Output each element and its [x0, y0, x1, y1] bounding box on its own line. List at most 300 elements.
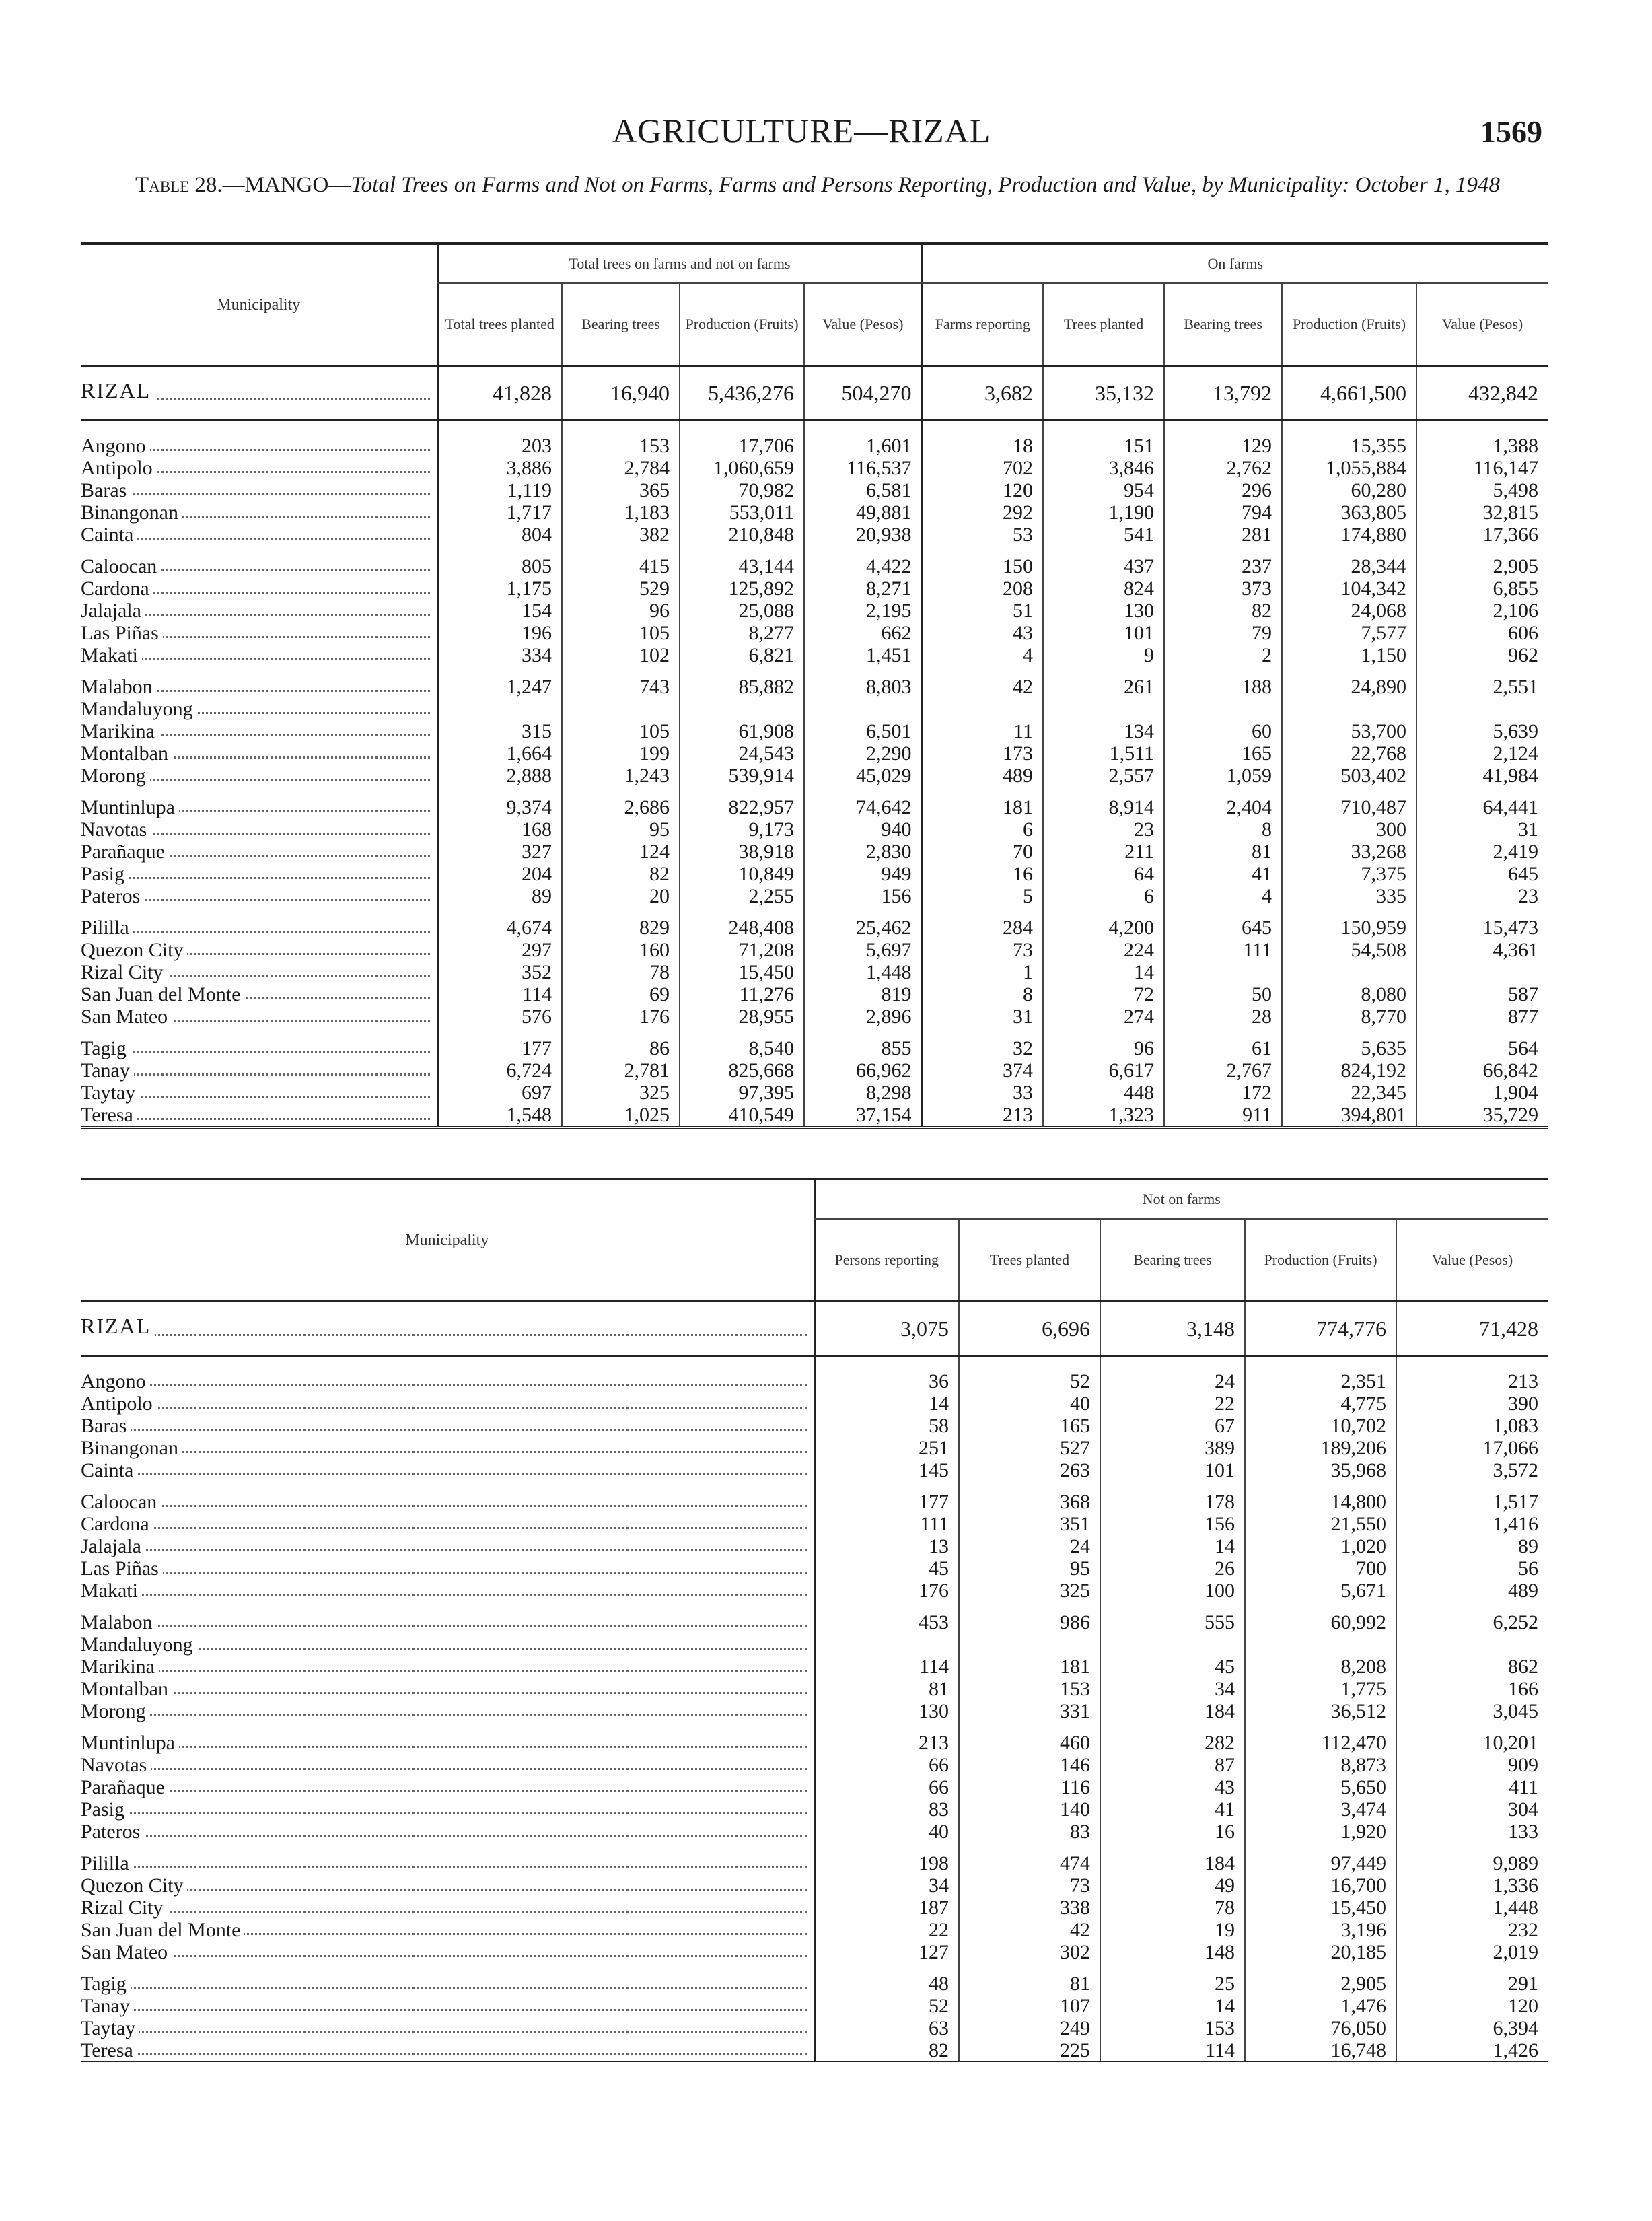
value-cell: 503,402	[1282, 765, 1416, 787]
value-cell: 33,268	[1282, 841, 1416, 863]
spacer-cell	[1164, 787, 1282, 796]
value-cell: 822,957	[680, 796, 804, 818]
municipality-name-cell	[81, 457, 437, 479]
value-cell: 156	[1100, 1513, 1245, 1535]
value-cell: 1,190	[1043, 501, 1164, 524]
value-cell: 154	[437, 600, 562, 622]
spacer-cell	[1100, 1963, 1245, 1973]
value-cell: 17,706	[680, 431, 804, 457]
municipality-name: Marikina	[81, 720, 159, 742]
value-cell: 97,449	[1245, 1852, 1396, 1874]
value-cell: 184	[1100, 1852, 1245, 1874]
value-cell: 181	[959, 1656, 1100, 1678]
value-cell: 363,805	[1282, 501, 1416, 524]
value-cell: 606	[1416, 622, 1548, 644]
table-row	[81, 698, 1548, 720]
value-cell: 411	[1396, 1776, 1548, 1798]
value-cell: 1,775	[1245, 1678, 1396, 1700]
municipality-name: Marikina	[81, 1656, 159, 1678]
col-header-production-farms: Production (Fruits)	[1282, 283, 1416, 366]
spacer-cell	[1396, 1963, 1548, 1973]
value-cell: 25,462	[804, 917, 922, 939]
municipality-name-cell	[81, 1459, 814, 1481]
value-cell: 410,549	[680, 1104, 804, 1127]
value-cell: 6,724	[437, 1059, 562, 1082]
value-cell: 26	[1100, 1557, 1245, 1580]
municipality-name: Pasig	[81, 1798, 129, 1821]
table-row	[81, 863, 1548, 885]
value-cell: 911	[1164, 1104, 1282, 1127]
value-cell: 45	[814, 1557, 959, 1580]
value-cell: 178	[1100, 1491, 1245, 1513]
value-cell: 14	[1100, 1995, 1245, 2017]
municipality-name-cell	[81, 1973, 814, 1995]
value-cell: 6,252	[1396, 1611, 1548, 1633]
value-cell: 96	[1043, 1037, 1164, 1059]
value-cell: 2,195	[804, 600, 922, 622]
table-row	[81, 622, 1548, 644]
value-cell: 24	[1100, 1366, 1245, 1392]
municipality-name: Binangonan	[81, 1437, 182, 1459]
value-cell: 825,668	[680, 1059, 804, 1082]
municipality-name-cell	[81, 1700, 814, 1722]
col-header-value: Value (Pesos)	[804, 283, 922, 366]
table-row	[81, 1633, 1548, 1656]
value-cell: 389	[1100, 1437, 1245, 1459]
value-cell: 645	[1416, 863, 1548, 885]
value-cell: 52	[814, 1995, 959, 2017]
municipality-name-cell	[81, 1852, 814, 1874]
value-cell	[1164, 961, 1282, 983]
value-cell: 4,200	[1043, 917, 1164, 939]
value-cell: 297	[437, 939, 562, 961]
value-cell: 15,355	[1282, 431, 1416, 457]
value-cell: 8,298	[804, 1082, 922, 1104]
value-cell: 824	[1043, 577, 1164, 600]
value-cell: 22,768	[1282, 742, 1416, 765]
value-cell: 743	[562, 676, 680, 698]
value-cell: 74,642	[804, 796, 922, 818]
value-cell: 274	[1043, 1006, 1164, 1028]
value-cell: 83	[959, 1821, 1100, 1843]
spacer-cell	[1396, 1356, 1548, 1367]
value-cell: 2,557	[1043, 765, 1164, 787]
spacer-cell	[1043, 1028, 1164, 1037]
value-cell: 20,185	[1245, 1941, 1396, 1963]
value-cell: 101	[1043, 622, 1164, 644]
value-cell: 177	[437, 1037, 562, 1059]
municipality-name: Teresa	[81, 1104, 137, 1126]
value-cell: 22,345	[1282, 1082, 1416, 1104]
value-cell: 6,617	[1043, 1059, 1164, 1082]
value-cell: 73	[922, 939, 1043, 961]
value-cell: 95	[959, 1557, 1100, 1580]
value-cell: 17,066	[1396, 1437, 1548, 1459]
municipality-header: Municipality	[81, 244, 437, 366]
value-cell: 40	[959, 1392, 1100, 1415]
value-cell: 78	[562, 961, 680, 983]
spacer-cell	[1164, 546, 1282, 555]
municipality-name: Binangonan	[81, 501, 182, 524]
col-header-persons-reporting: Persons reporting	[814, 1219, 959, 1302]
value-cell: 24,068	[1282, 600, 1416, 622]
spacer-cell	[81, 1356, 814, 1367]
municipality-name-cell	[81, 1491, 814, 1513]
value-cell: 365	[562, 479, 680, 501]
spacer-cell	[1282, 787, 1416, 796]
value-cell: 85,882	[680, 676, 804, 698]
municipality-header-2: Municipality	[81, 1179, 814, 1302]
value-cell: 64	[1043, 863, 1164, 885]
value-cell: 81	[959, 1973, 1100, 1995]
group-spacer	[81, 1356, 1548, 1367]
value-cell: 2,551	[1416, 676, 1548, 698]
municipality-name: Montalban	[81, 1678, 172, 1700]
value-cell: 909	[1396, 1754, 1548, 1776]
value-cell: 53	[922, 524, 1043, 546]
value-cell: 8,277	[680, 622, 804, 644]
value-cell: 45	[1100, 1656, 1245, 1678]
value-cell: 38,918	[680, 841, 804, 863]
value-cell: 20,938	[804, 524, 922, 546]
value-cell: 460	[959, 1732, 1100, 1754]
value-cell: 89	[437, 885, 562, 907]
table-row	[81, 644, 1548, 666]
spacer-cell	[437, 1028, 562, 1037]
value-cell: 6,501	[804, 720, 922, 742]
value-cell: 949	[804, 863, 922, 885]
municipality-name-cell	[81, 939, 437, 961]
municipality-name-cell	[81, 841, 437, 863]
spacer-cell	[1043, 546, 1164, 555]
table-row	[81, 742, 1548, 765]
municipality-name: Mandaluyong	[81, 1633, 197, 1656]
spacer-cell	[437, 546, 562, 555]
value-cell: 4,361	[1416, 939, 1548, 961]
spacer-cell	[562, 421, 680, 431]
value-cell: 774,776	[1245, 1302, 1396, 1356]
value-cell: 564	[1416, 1037, 1548, 1059]
value-cell: 489	[922, 765, 1043, 787]
value-cell: 1,059	[1164, 765, 1282, 787]
spacer-cell	[1282, 666, 1416, 676]
municipality-name: Navotas	[81, 818, 151, 841]
value-cell: 529	[562, 577, 680, 600]
municipality-name: Baras	[81, 479, 131, 501]
value-cell: 41	[1100, 1798, 1245, 1821]
value-cell: 211	[1043, 841, 1164, 863]
municipality-name: Navotas	[81, 1754, 151, 1776]
value-cell: 855	[804, 1037, 922, 1059]
spacer-cell	[1164, 421, 1282, 431]
value-cell: 52	[959, 1366, 1100, 1392]
value-cell: 43	[1100, 1776, 1245, 1798]
spacer-cell	[1164, 907, 1282, 917]
spacer-cell	[1100, 1722, 1245, 1732]
value-cell: 101	[1100, 1459, 1245, 1481]
group-header-on-farms: On farms	[922, 244, 1548, 283]
value-cell: 76,050	[1245, 2017, 1396, 2039]
municipality-name-cell	[81, 742, 437, 765]
municipality-name: Makati	[81, 644, 142, 666]
value-cell: 327	[437, 841, 562, 863]
spacer-cell	[922, 421, 1043, 431]
value-cell: 284	[922, 917, 1043, 939]
table-row	[81, 1821, 1548, 1843]
spacer-cell	[81, 1602, 814, 1611]
municipality-name-cell	[81, 1633, 814, 1656]
table-caption-lead: Table 28.—MANGO—	[135, 173, 351, 197]
value-cell: 71,428	[1396, 1302, 1548, 1356]
mango-table-total-and-on-farms	[81, 242, 1548, 1129]
municipality-name: Caloocan	[81, 555, 161, 577]
value-cell: 8,770	[1282, 1006, 1416, 1028]
table-row	[81, 431, 1548, 457]
spacer-cell	[562, 666, 680, 676]
value-cell	[680, 698, 804, 720]
spacer-cell	[81, 907, 437, 917]
value-cell: 176	[562, 1006, 680, 1028]
municipality-name: Parañaque	[81, 1776, 169, 1798]
spacer-cell	[562, 787, 680, 796]
value-cell: 15,450	[1245, 1897, 1396, 1919]
value-cell: 114	[437, 983, 562, 1006]
value-cell: 42	[922, 676, 1043, 698]
value-cell: 213	[922, 1104, 1043, 1127]
value-cell: 133	[1396, 1821, 1548, 1843]
value-cell: 204	[437, 863, 562, 885]
spacer-cell	[1282, 421, 1416, 431]
value-cell: 18	[922, 431, 1043, 457]
total-row	[81, 366, 1548, 421]
value-cell: 8	[922, 983, 1043, 1006]
value-cell: 6,821	[680, 644, 804, 666]
value-cell: 6,394	[1396, 2017, 1548, 2039]
value-cell: 382	[562, 524, 680, 546]
value-cell: 7,577	[1282, 622, 1416, 644]
value-cell: 31	[1416, 818, 1548, 841]
table-row	[81, 1973, 1548, 1995]
municipality-name-cell	[81, 818, 437, 841]
table-row	[81, 2039, 1548, 2063]
municipality-name-cell	[81, 1754, 814, 1776]
value-cell: 5,650	[1245, 1776, 1396, 1798]
value-cell: 41,828	[437, 366, 562, 421]
col-header-total-trees-planted: Total trees planted	[437, 283, 562, 366]
value-cell: 43,144	[680, 555, 804, 577]
group-spacer	[81, 546, 1548, 555]
municipality-name-cell	[81, 720, 437, 742]
spacer-cell	[814, 1602, 959, 1611]
mango-table-not-on-farms	[81, 1178, 1548, 2064]
value-cell: 89	[1396, 1535, 1548, 1557]
value-cell: 1,426	[1396, 2039, 1548, 2063]
value-cell: 940	[804, 818, 922, 841]
value-cell: 1,448	[1396, 1897, 1548, 1919]
value-cell: 1,020	[1245, 1535, 1396, 1557]
value-cell: 165	[959, 1415, 1100, 1437]
municipality-name: Teresa	[81, 2039, 137, 2061]
spacer-cell	[1100, 1602, 1245, 1611]
value-cell: 10,702	[1245, 1415, 1396, 1437]
value-cell: 541	[1043, 524, 1164, 546]
value-cell: 5,635	[1282, 1037, 1416, 1059]
municipality-name: Parañaque	[81, 841, 169, 863]
municipality-name-cell	[81, 622, 437, 644]
group-spacer	[81, 666, 1548, 676]
value-cell: 81	[1164, 841, 1282, 863]
municipality-name: Antipolo	[81, 457, 157, 479]
municipality-name-cell	[81, 501, 437, 524]
municipality-name-cell	[81, 1366, 814, 1392]
spacer-cell	[81, 1481, 814, 1491]
value-cell: 37,154	[804, 1104, 922, 1127]
municipality-name: Pasig	[81, 863, 129, 885]
municipality-name: Las Piñas	[81, 622, 163, 644]
value-cell: 105	[562, 720, 680, 742]
spacer-cell	[81, 1963, 814, 1973]
municipality-name: Angono	[81, 435, 150, 457]
value-cell: 1,920	[1245, 1821, 1396, 1843]
value-cell: 224	[1043, 939, 1164, 961]
municipality-name: San Juan del Monte	[81, 983, 244, 1006]
value-cell: 21,550	[1245, 1513, 1396, 1535]
municipality-name-cell	[81, 1513, 814, 1535]
value-cell: 1,601	[804, 431, 922, 457]
value-cell: 794	[1164, 501, 1282, 524]
value-cell: 150	[922, 555, 1043, 577]
spacer-cell	[680, 546, 804, 555]
municipality-name-cell	[81, 1557, 814, 1580]
value-cell: 28	[1164, 1006, 1282, 1028]
table-row	[81, 1557, 1548, 1580]
value-cell	[814, 1633, 959, 1656]
value-cell: 181	[922, 796, 1043, 818]
municipality-name: Caloocan	[81, 1491, 161, 1513]
value-cell: 390	[1396, 1392, 1548, 1415]
table-row	[81, 818, 1548, 841]
value-cell: 198	[814, 1852, 959, 1874]
value-cell: 213	[814, 1732, 959, 1754]
value-cell: 710,487	[1282, 796, 1416, 818]
value-cell: 527	[959, 1437, 1100, 1459]
group-spacer	[81, 1481, 1548, 1491]
value-cell: 187	[814, 1897, 959, 1919]
value-cell: 60,280	[1282, 479, 1416, 501]
value-cell: 33	[922, 1082, 1043, 1104]
municipality-name-cell	[81, 917, 437, 939]
value-cell: 16,748	[1245, 2039, 1396, 2063]
value-cell: 86	[562, 1037, 680, 1059]
spacer-cell	[680, 1028, 804, 1037]
value-cell: 124	[562, 841, 680, 863]
municipality-name: Pateros	[81, 885, 144, 907]
value-cell: 35,132	[1043, 366, 1164, 421]
value-cell: 134	[1043, 720, 1164, 742]
value-cell: 248,408	[680, 917, 804, 939]
group-header-total-trees: Total trees on farms and not on farms	[437, 244, 922, 283]
value-cell	[1282, 961, 1416, 983]
value-cell	[959, 1633, 1100, 1656]
spacer-cell	[81, 787, 437, 796]
value-cell: 504,270	[804, 366, 922, 421]
value-cell: 120	[922, 479, 1043, 501]
table-row	[81, 457, 1548, 479]
value-cell	[1043, 698, 1164, 720]
value-cell: 2,888	[437, 765, 562, 787]
spacer-cell	[959, 1481, 1100, 1491]
spacer-cell	[1282, 907, 1416, 917]
value-cell: 160	[562, 939, 680, 961]
value-cell: 146	[959, 1754, 1100, 1776]
table-row	[81, 1437, 1548, 1459]
value-cell: 23	[1416, 885, 1548, 907]
value-cell: 111	[1164, 939, 1282, 961]
spacer-cell	[814, 1843, 959, 1852]
value-cell	[1100, 1633, 1245, 1656]
value-cell: 432,842	[1416, 366, 1548, 421]
value-cell: 1,150	[1282, 644, 1416, 666]
spacer-cell	[1164, 666, 1282, 676]
value-cell: 1,243	[562, 765, 680, 787]
municipality-name-cell	[81, 961, 437, 983]
table-row	[81, 1037, 1548, 1059]
value-cell: 120	[1396, 1995, 1548, 2017]
value-cell: 4	[922, 644, 1043, 666]
spacer-cell	[1416, 421, 1548, 431]
value-cell: 43	[922, 622, 1043, 644]
spacer-cell	[814, 1963, 959, 1973]
col-header-production-2: Production (Fruits)	[1245, 1219, 1396, 1302]
value-cell: 9,989	[1396, 1852, 1548, 1874]
spacer-cell	[959, 1843, 1100, 1852]
spacer-cell	[437, 787, 562, 796]
value-cell: 291	[1396, 1973, 1548, 1995]
col-header-trees-planted: Trees planted	[1043, 283, 1164, 366]
value-cell: 6,855	[1416, 577, 1548, 600]
value-cell: 66	[814, 1776, 959, 1798]
col-header-trees-planted-2: Trees planted	[959, 1219, 1100, 1302]
table-row	[81, 1392, 1548, 1415]
value-cell: 8	[1164, 818, 1282, 841]
value-cell: 56	[1396, 1557, 1548, 1580]
spacer-cell	[922, 666, 1043, 676]
value-cell: 116,537	[804, 457, 922, 479]
value-cell: 168	[437, 818, 562, 841]
value-cell: 54,508	[1282, 939, 1416, 961]
value-cell: 83	[814, 1798, 959, 1821]
page-header	[0, 111, 1652, 158]
municipality-name: Pililla	[81, 917, 133, 939]
value-cell: 2,019	[1396, 1941, 1548, 1963]
value-cell: 2,404	[1164, 796, 1282, 818]
municipality-name-cell	[81, 1821, 814, 1843]
value-cell	[1416, 698, 1548, 720]
value-cell: 114	[1100, 2039, 1245, 2063]
page-number: 1569	[1480, 114, 1542, 149]
value-cell: 71,208	[680, 939, 804, 961]
value-cell: 325	[562, 1082, 680, 1104]
value-cell: 87	[1100, 1754, 1245, 1776]
value-cell: 1,336	[1396, 1874, 1548, 1897]
value-cell	[437, 698, 562, 720]
value-cell: 2,830	[804, 841, 922, 863]
value-cell	[1416, 961, 1548, 983]
value-cell: 304	[1396, 1798, 1548, 1821]
value-cell: 373	[1164, 577, 1282, 600]
spacer-cell	[680, 421, 804, 431]
col-header-bearing-trees-2: Bearing trees	[1100, 1219, 1245, 1302]
